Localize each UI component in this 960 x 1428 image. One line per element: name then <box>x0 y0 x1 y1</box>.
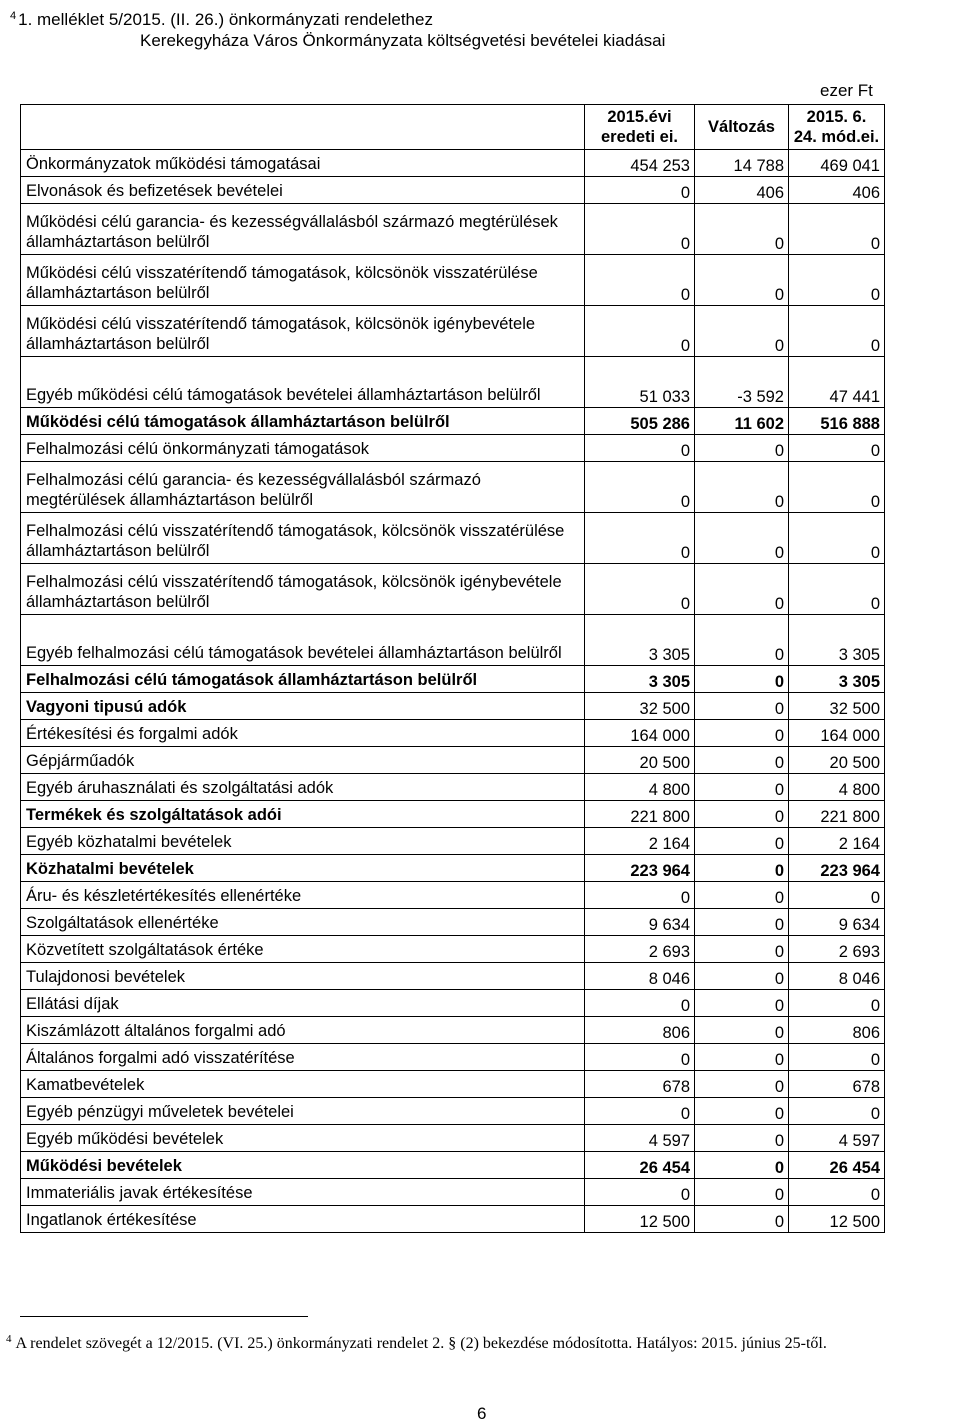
row-label-text: Vagyoni tipusú adók <box>26 698 187 716</box>
table-row <box>21 828 885 855</box>
value-modified: 0 <box>789 513 885 564</box>
table-row <box>21 666 885 693</box>
row-label <box>21 666 585 693</box>
row-label-text: Tulajdonosi bevételek <box>26 968 185 986</box>
value-change: 0 <box>695 1044 789 1071</box>
row-label <box>21 882 585 909</box>
value-modified: 4 800 <box>789 774 885 801</box>
row-label-text: Egyéb működési célú támogatások bevételei államháztartáson belülről <box>26 386 541 404</box>
table-row <box>21 1179 885 1206</box>
value-original: 454 253 <box>585 150 695 177</box>
value-original: 0 <box>585 1179 695 1206</box>
row-label <box>21 936 585 963</box>
value-modified: 0 <box>789 564 885 615</box>
value-original: 806 <box>585 1017 695 1044</box>
value-change: 0 <box>695 1071 789 1098</box>
value-change: 0 <box>695 615 789 666</box>
row-label-text: Kamatbevételek <box>26 1076 145 1094</box>
value-original: 0 <box>585 435 695 462</box>
value-modified: 0 <box>789 1179 885 1206</box>
table-row <box>21 1125 885 1152</box>
value-modified: 4 597 <box>789 1125 885 1152</box>
header-label-cell <box>21 105 585 150</box>
value-change: 0 <box>695 990 789 1017</box>
table-row <box>21 882 885 909</box>
value-original: 32 500 <box>585 693 695 720</box>
footnote-marker: 4 <box>10 10 17 22</box>
value-modified: 0 <box>789 462 885 513</box>
table-row <box>21 150 885 177</box>
table-row <box>21 1071 885 1098</box>
row-label-text: Közhatalmi bevételek <box>26 860 194 878</box>
value-original: 2 164 <box>585 828 695 855</box>
row-label-text: Áru- és készletértékesítés ellenértéke <box>26 887 302 905</box>
footnote-divider <box>20 1316 308 1317</box>
value-modified: 0 <box>789 882 885 909</box>
row-label-text: Működési célú visszatérítendő támogatások, kölcsönök igénybevétele államháztartáson belülről <box>26 315 536 353</box>
value-original: 3 305 <box>585 666 695 693</box>
row-label <box>21 306 585 357</box>
table-row <box>21 855 885 882</box>
document-header <box>10 6 665 51</box>
table-row <box>21 177 885 204</box>
table-row <box>21 774 885 801</box>
value-original: 2 693 <box>585 936 695 963</box>
row-label <box>21 1017 585 1044</box>
row-label-text: Felhalmozási célú visszatérítendő támogatások, kölcsönök igénybevétele államháztartáson belülről <box>26 573 562 611</box>
row-label-text: Felhalmozási célú visszatérítendő támogatások, kölcsönök visszatérülése államháztartáson belülről <box>26 522 565 560</box>
row-label-text: Elvonások és befizetések bevételei <box>26 182 283 200</box>
table-row <box>21 963 885 990</box>
table-row <box>21 1017 885 1044</box>
footnote-text: A rendelet szövegét a 12/2015. (VI. 25.) önkormányzati rendelet 2. § (2) bekezdése módosította. Hatályos: 2015. június 25-től. <box>15 1335 827 1352</box>
row-label <box>21 747 585 774</box>
value-original: 0 <box>585 177 695 204</box>
value-change: 0 <box>695 1017 789 1044</box>
value-change: 0 <box>695 513 789 564</box>
row-label <box>21 177 585 204</box>
row-label <box>21 150 585 177</box>
table-row <box>21 747 885 774</box>
footnote-number: 4 <box>6 1333 12 1345</box>
value-change: 0 <box>695 801 789 828</box>
value-change: 0 <box>695 564 789 615</box>
value-original: 26 454 <box>585 1152 695 1179</box>
value-original: 505 286 <box>585 408 695 435</box>
value-change: -3 592 <box>695 357 789 408</box>
value-original: 678 <box>585 1071 695 1098</box>
footnote <box>6 1328 956 1355</box>
row-label-text: Szolgáltatások ellenértéke <box>26 914 219 932</box>
unit-label: ezer Ft <box>820 81 873 100</box>
row-label <box>21 801 585 828</box>
table-row <box>21 204 885 255</box>
row-label <box>21 408 585 435</box>
value-change: 0 <box>695 1125 789 1152</box>
row-label <box>21 855 585 882</box>
value-modified: 2 164 <box>789 828 885 855</box>
value-original: 4 597 <box>585 1125 695 1152</box>
value-modified: 9 634 <box>789 909 885 936</box>
row-label-text: Önkormányzatok működési támogatásai <box>26 155 321 173</box>
table-row <box>21 435 885 462</box>
value-modified: 678 <box>789 1071 885 1098</box>
row-label-text: Ellátási díjak <box>26 995 119 1013</box>
table-row <box>21 306 885 357</box>
value-modified: 0 <box>789 1098 885 1125</box>
value-change: 0 <box>695 747 789 774</box>
value-original: 0 <box>585 306 695 357</box>
value-modified: 0 <box>789 204 885 255</box>
value-change: 0 <box>695 774 789 801</box>
table-row <box>21 357 885 408</box>
value-original: 12 500 <box>585 1206 695 1233</box>
value-modified: 12 500 <box>789 1206 885 1233</box>
value-change: 0 <box>695 909 789 936</box>
value-modified: 26 454 <box>789 1152 885 1179</box>
table-row <box>21 990 885 1017</box>
value-change: 0 <box>695 828 789 855</box>
row-label-text: Immateriális javak értékesítése <box>26 1184 253 1202</box>
row-label-text: Működési célú garancia- és kezességvállalásból származó megtérülések államháztartáson belülről <box>26 213 558 251</box>
table-row <box>21 909 885 936</box>
row-label <box>21 990 585 1017</box>
row-label <box>21 615 585 666</box>
value-modified: 0 <box>789 306 885 357</box>
row-label-text: Felhalmozási célú önkormányzati támogatások <box>26 440 369 458</box>
table-row <box>21 720 885 747</box>
value-change: 0 <box>695 435 789 462</box>
value-modified: 806 <box>789 1017 885 1044</box>
table-header-row <box>21 105 885 150</box>
row-label <box>21 513 585 564</box>
value-change: 0 <box>695 882 789 909</box>
row-label <box>21 1125 585 1152</box>
value-modified: 469 041 <box>789 150 885 177</box>
value-modified: 3 305 <box>789 615 885 666</box>
row-label <box>21 1152 585 1179</box>
value-modified: 164 000 <box>789 720 885 747</box>
value-original: 0 <box>585 1098 695 1125</box>
table-row <box>21 462 885 513</box>
table-row <box>21 615 885 666</box>
row-label <box>21 774 585 801</box>
row-label-text: Működési célú visszatérítendő támogatások, kölcsönök visszatérülése államháztartáson belülről <box>26 264 538 302</box>
value-original: 51 033 <box>585 357 695 408</box>
value-original: 20 500 <box>585 747 695 774</box>
table-row <box>21 1098 885 1125</box>
table-row <box>21 693 885 720</box>
table-row <box>21 564 885 615</box>
value-original: 0 <box>585 255 695 306</box>
value-modified: 0 <box>789 990 885 1017</box>
row-label-text: Értékesítési és forgalmi adók <box>26 725 238 743</box>
value-change: 11 602 <box>695 408 789 435</box>
value-change: 0 <box>695 720 789 747</box>
row-label <box>21 1071 585 1098</box>
value-change: 0 <box>695 693 789 720</box>
row-label-text: Egyéb pénzügyi műveletek bevételei <box>26 1103 294 1121</box>
row-label-text: Közvetített szolgáltatások értéke <box>26 941 264 959</box>
row-label-text: Ingatlanok értékesítése <box>26 1211 197 1229</box>
value-modified: 0 <box>789 255 885 306</box>
table-row <box>21 513 885 564</box>
row-label <box>21 462 585 513</box>
table-row <box>21 255 885 306</box>
table-row <box>21 801 885 828</box>
value-modified: 8 046 <box>789 963 885 990</box>
value-modified: 32 500 <box>789 693 885 720</box>
value-modified: 47 441 <box>789 357 885 408</box>
value-change: 14 788 <box>695 150 789 177</box>
value-original: 0 <box>585 882 695 909</box>
row-label-text: Kiszámlázott általános forgalmi adó <box>26 1022 286 1040</box>
row-label <box>21 828 585 855</box>
value-modified: 516 888 <box>789 408 885 435</box>
row-label <box>21 255 585 306</box>
value-original: 164 000 <box>585 720 695 747</box>
value-change: 406 <box>695 177 789 204</box>
row-label <box>21 693 585 720</box>
value-modified: 221 800 <box>789 801 885 828</box>
table-row <box>21 1044 885 1071</box>
value-original: 0 <box>585 564 695 615</box>
row-label <box>21 909 585 936</box>
row-label-text: Felhalmozási célú támogatások államháztartáson belülről <box>26 671 478 689</box>
row-label-text: Működési bevételek <box>26 1157 182 1175</box>
annex-reference: 1. melléklet 5/2015. (II. 26.) önkormányzati rendelethez <box>18 10 433 29</box>
row-label <box>21 963 585 990</box>
row-label-text: Egyéb működési bevételek <box>26 1130 224 1148</box>
value-change: 0 <box>695 1179 789 1206</box>
row-label <box>21 357 585 408</box>
row-label <box>21 1179 585 1206</box>
value-original: 0 <box>585 204 695 255</box>
value-change: 0 <box>695 936 789 963</box>
value-modified: 223 964 <box>789 855 885 882</box>
page-number: 6 <box>477 1404 487 1423</box>
value-change: 0 <box>695 255 789 306</box>
value-original: 221 800 <box>585 801 695 828</box>
row-label <box>21 204 585 255</box>
value-change: 0 <box>695 963 789 990</box>
row-label <box>21 1098 585 1125</box>
value-original: 3 305 <box>585 615 695 666</box>
row-label-text: Gépjárműadók <box>26 752 135 770</box>
value-modified: 3 305 <box>789 666 885 693</box>
value-change: 0 <box>695 1152 789 1179</box>
row-label-text: Egyéb felhalmozási célú támogatások bevételei államháztartáson belülről <box>26 644 562 662</box>
value-modified: 406 <box>789 177 885 204</box>
row-label-text: Általános forgalmi adó visszatérítése <box>26 1049 295 1067</box>
value-original: 4 800 <box>585 774 695 801</box>
column-header-modified: 2015. 6. 24. mód.ei. <box>789 105 885 150</box>
value-original: 0 <box>585 513 695 564</box>
table-row <box>21 1152 885 1179</box>
value-original: 0 <box>585 990 695 1017</box>
value-change: 0 <box>695 462 789 513</box>
value-original: 8 046 <box>585 963 695 990</box>
value-original: 9 634 <box>585 909 695 936</box>
table-row <box>21 408 885 435</box>
row-label <box>21 1206 585 1233</box>
value-modified: 20 500 <box>789 747 885 774</box>
value-change: 0 <box>695 1098 789 1125</box>
column-header-original: 2015.évi eredeti ei. <box>585 105 695 150</box>
row-label <box>21 1044 585 1071</box>
value-change: 0 <box>695 666 789 693</box>
value-change: 0 <box>695 1206 789 1233</box>
row-label <box>21 564 585 615</box>
value-original: 0 <box>585 462 695 513</box>
row-label-text: Termékek és szolgáltatások adói <box>26 806 282 824</box>
value-modified: 0 <box>789 1044 885 1071</box>
value-original: 0 <box>585 1044 695 1071</box>
value-original: 223 964 <box>585 855 695 882</box>
table-row <box>21 1206 885 1233</box>
value-change: 0 <box>695 855 789 882</box>
row-label <box>21 720 585 747</box>
value-change: 0 <box>695 204 789 255</box>
row-label-text: Működési célú támogatások államháztartáson belülről <box>26 413 450 431</box>
row-label-text: Egyéb közhatalmi bevételek <box>26 833 232 851</box>
row-label-text: Felhalmozási célú garancia- és kezességvállalásból származó megtérülések államháztartáson belülről <box>26 471 481 509</box>
document-title: Kerekegyháza Város Önkormányzata költségvetési bevételei kiadásai <box>140 31 666 50</box>
table-row <box>21 936 885 963</box>
row-label <box>21 435 585 462</box>
column-header-change: Változás <box>695 105 789 150</box>
value-change: 0 <box>695 306 789 357</box>
row-label-text: Egyéb áruhasználati és szolgáltatási adók <box>26 779 334 797</box>
value-modified: 2 693 <box>789 936 885 963</box>
budget-table <box>20 104 885 1233</box>
value-modified: 0 <box>789 435 885 462</box>
